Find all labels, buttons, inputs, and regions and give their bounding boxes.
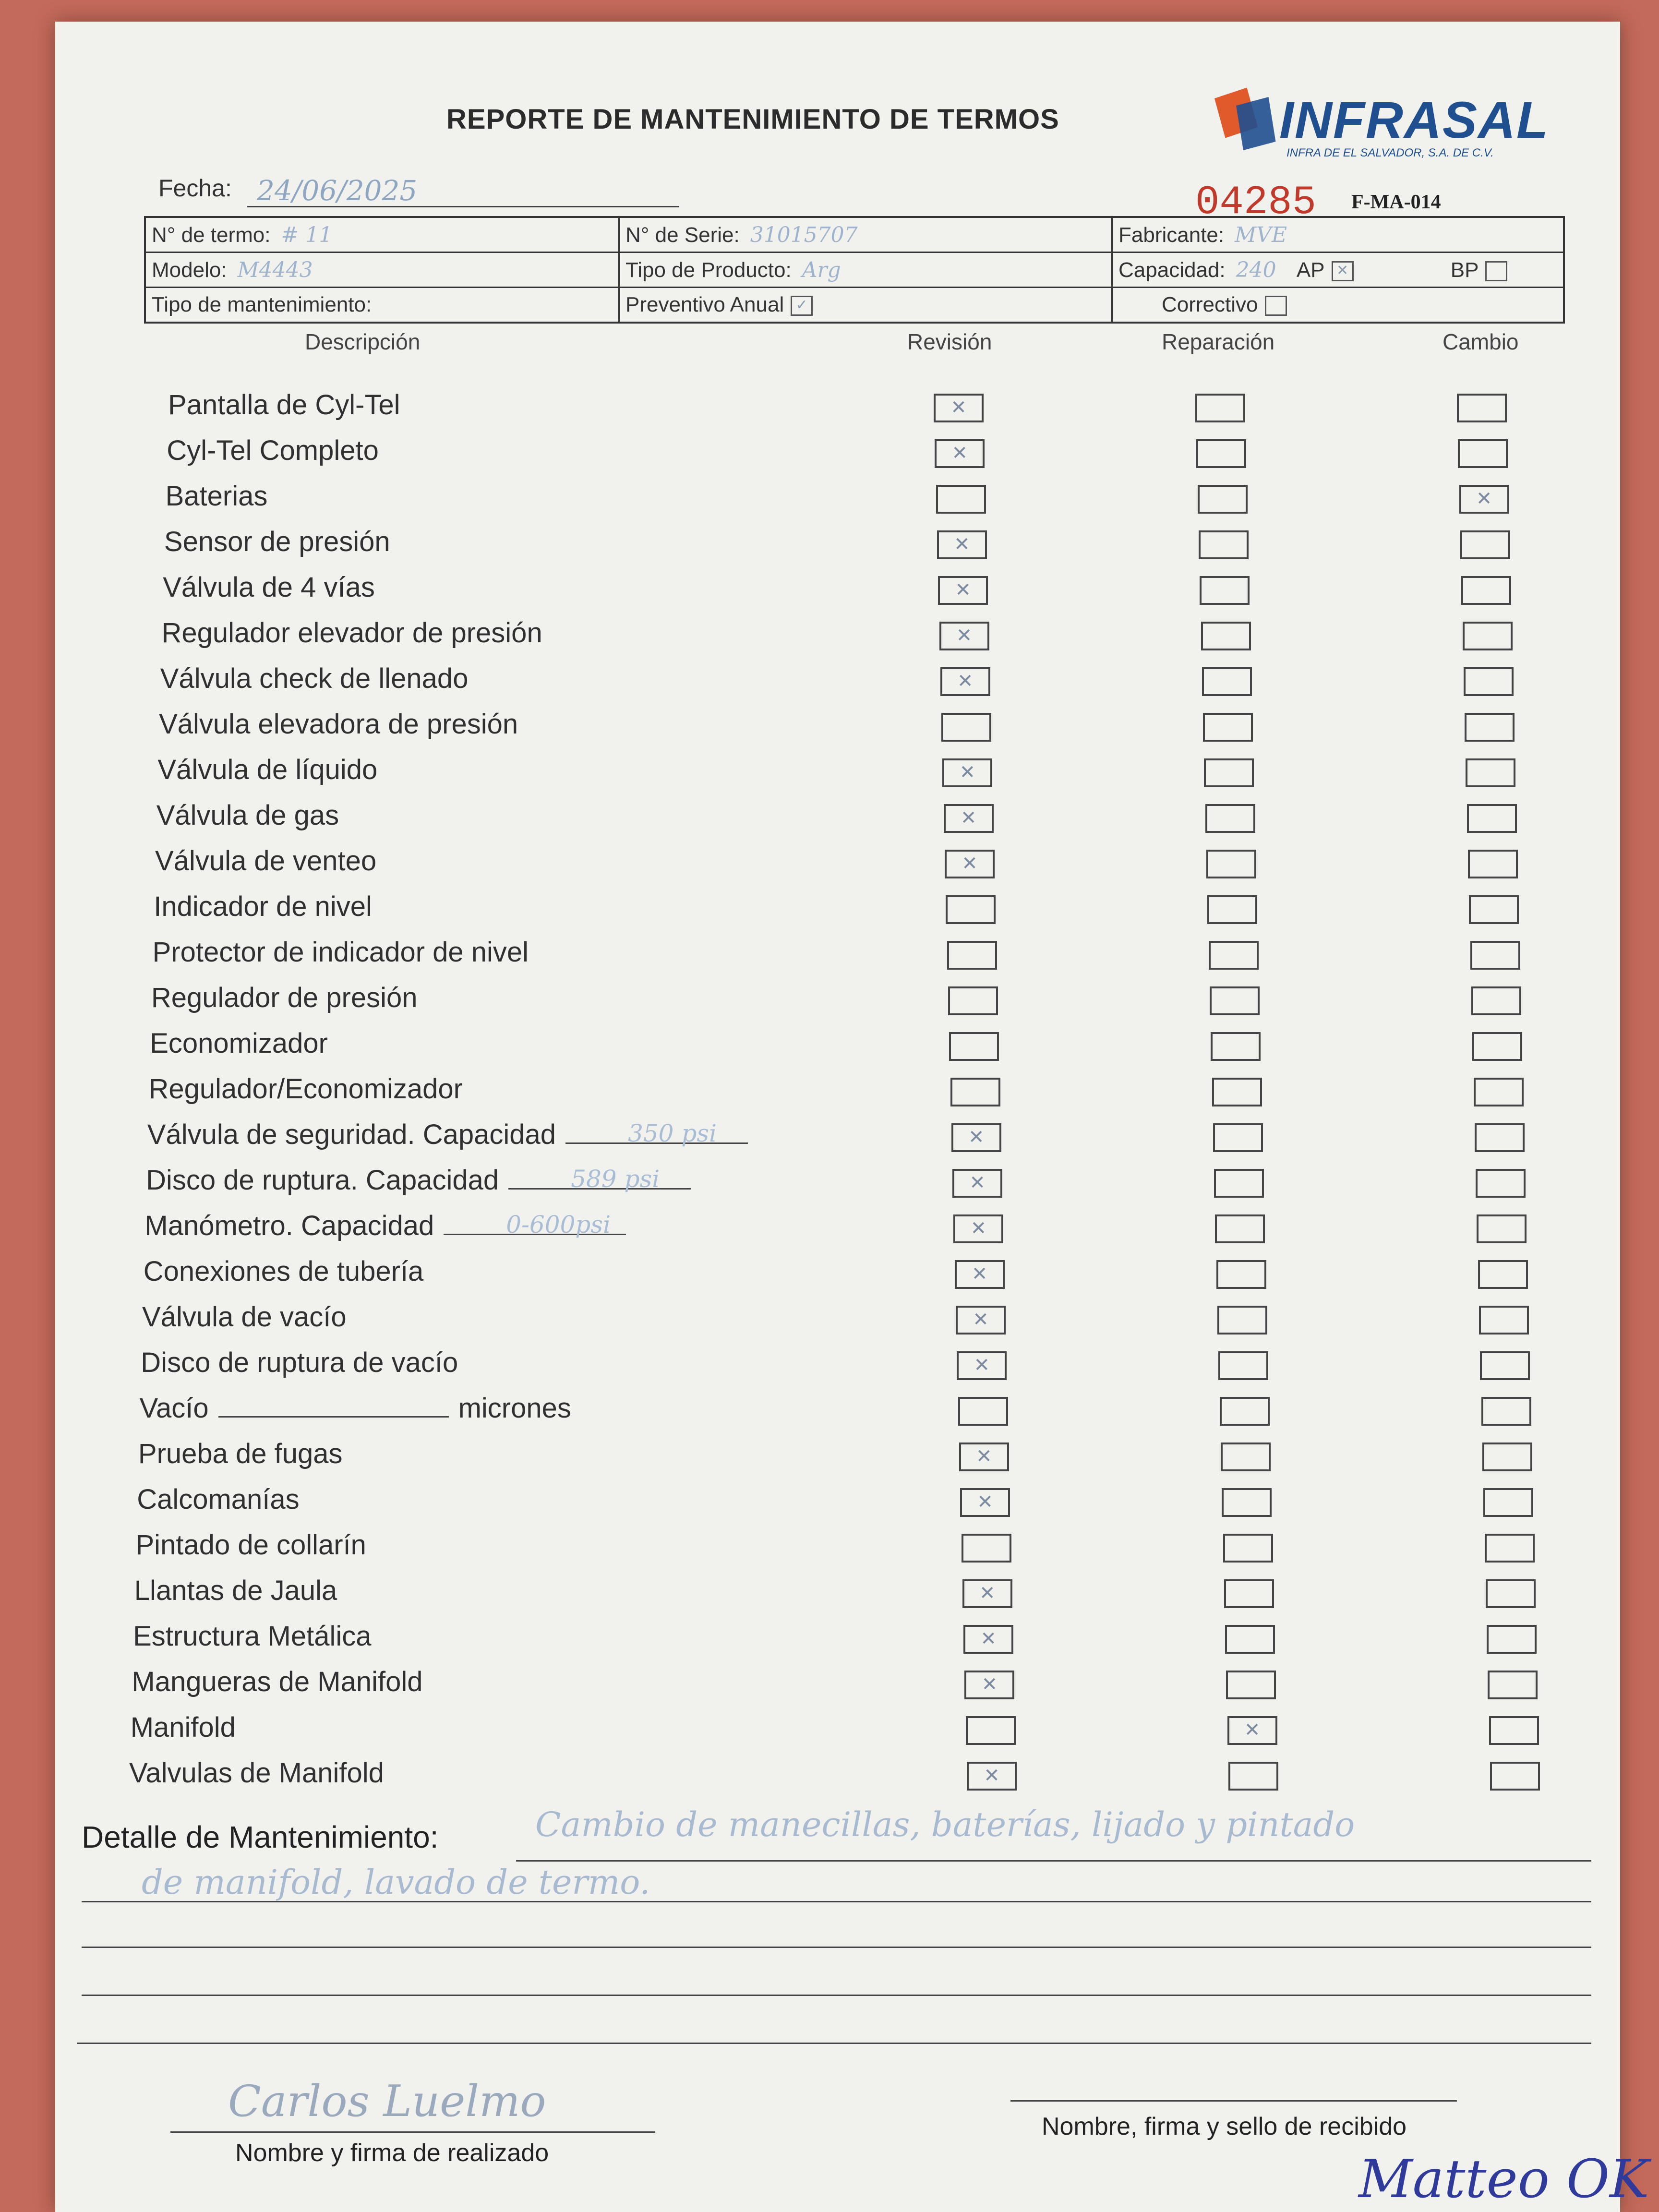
revision-checkbox[interactable] — [958, 1397, 1008, 1426]
reparacion-checkbox[interactable] — [1217, 1306, 1267, 1334]
revision-checkbox[interactable]: ✕ — [935, 439, 985, 468]
reparacion-checkbox[interactable] — [1207, 895, 1257, 924]
folio-number: 04285 — [1195, 180, 1317, 226]
checklist-item-label — [140, 1392, 571, 1424]
reparacion-checkbox[interactable]: ✕ — [1227, 1716, 1277, 1745]
capacity-field[interactable] — [444, 1211, 626, 1238]
revision-checkbox[interactable] — [948, 986, 998, 1015]
revision-checkbox[interactable]: ✕ — [944, 804, 994, 833]
capacity-value: 350 psi — [628, 1119, 717, 1147]
checklist-item-label — [144, 1210, 626, 1242]
item-text: Válvula elevadora de presión — [159, 709, 518, 740]
vacuum-unit: micrones — [458, 1393, 571, 1424]
item-text: Mangueras de Manifold — [132, 1666, 423, 1697]
modelo-label: Modelo: — [152, 258, 227, 282]
checklist-item-label — [133, 1620, 371, 1652]
ap-checkbox[interactable]: ✕ — [1332, 261, 1354, 281]
bp-checkbox[interactable] — [1485, 261, 1507, 281]
checklist-item-label — [149, 1073, 463, 1105]
cambio-checkbox[interactable] — [1469, 895, 1519, 924]
cambio-checkbox[interactable] — [1486, 1579, 1536, 1608]
revision-checkbox[interactable] — [946, 895, 996, 924]
checklist-item-label — [138, 1438, 343, 1470]
reparacion-checkbox[interactable] — [1206, 850, 1256, 878]
cambio-checkbox[interactable] — [1463, 622, 1513, 650]
checklist-item-label — [162, 617, 542, 649]
item-text: Sensor de presión — [164, 526, 390, 557]
cambio-checkbox[interactable] — [1476, 1169, 1526, 1198]
revision-checkbox[interactable]: ✕ — [952, 1169, 1002, 1198]
item-text: Conexiones de tubería — [143, 1256, 424, 1287]
cambio-checkbox[interactable] — [1477, 1214, 1527, 1243]
col-cambio: Cambio — [1443, 329, 1519, 354]
item-text: Manómetro. Capacidad — [144, 1210, 434, 1241]
logo-subtitle: INFRA DE EL SALVADOR, S.A. DE C.V. — [1286, 146, 1494, 159]
form-sheet — [55, 22, 1649, 2212]
reparacion-checkbox[interactable] — [1205, 804, 1255, 833]
revision-checkbox[interactable]: ✕ — [964, 1671, 1014, 1699]
cambio-checkbox[interactable] — [1490, 1762, 1540, 1791]
revision-checkbox[interactable]: ✕ — [962, 1579, 1012, 1608]
reparacion-checkbox[interactable] — [1228, 1762, 1278, 1791]
form-title: REPORTE DE MANTENIMIENTO DE TERMOS — [446, 104, 1059, 135]
capacidad-label: Capacidad: — [1118, 258, 1226, 282]
revision-checkbox[interactable]: ✕ — [938, 576, 988, 605]
cambio-checkbox[interactable] — [1464, 667, 1514, 696]
item-text: Válvula de líquido — [157, 754, 378, 785]
cambio-checkbox[interactable] — [1480, 1351, 1530, 1380]
item-text: Pantalla de Cyl-Tel — [168, 389, 400, 421]
item-text: Válvula de gas — [156, 800, 339, 831]
checklist-item-label — [168, 389, 400, 421]
revision-checkbox[interactable]: ✕ — [937, 530, 987, 559]
reparacion-checkbox[interactable] — [1199, 530, 1249, 559]
cambio-checkbox[interactable] — [1466, 758, 1515, 787]
detail-line-1 — [516, 1860, 1591, 1862]
cambio-checkbox[interactable] — [1487, 1625, 1537, 1654]
cambio-checkbox[interactable] — [1471, 986, 1521, 1015]
revision-checkbox[interactable]: ✕ — [939, 622, 989, 650]
revision-checkbox[interactable]: ✕ — [945, 850, 995, 878]
reparacion-checkbox[interactable] — [1224, 1579, 1274, 1608]
revision-checkbox[interactable] — [962, 1534, 1011, 1563]
correctivo-cell[interactable] — [1112, 288, 1564, 323]
ap-label: AP — [1296, 258, 1325, 282]
checklist-item-label — [129, 1757, 384, 1789]
checklist-item-label — [159, 708, 518, 740]
checklist-item-label — [167, 434, 379, 467]
reparacion-checkbox[interactable] — [1215, 1214, 1265, 1243]
checklist-item-label — [151, 982, 418, 1014]
reparacion-checkbox[interactable] — [1223, 1534, 1273, 1563]
termo-value: # 11 — [281, 222, 333, 247]
reparacion-checkbox[interactable] — [1195, 394, 1245, 422]
checklist-item-label — [156, 799, 339, 831]
correctivo-label: Correctivo — [1162, 293, 1258, 316]
checklist-item-label — [142, 1301, 347, 1333]
capacity-value: 589 psi — [571, 1165, 660, 1193]
item-text: Valvulas de Manifold — [129, 1757, 384, 1789]
reparacion-checkbox[interactable] — [1202, 667, 1252, 696]
reparacion-checkbox[interactable] — [1222, 1488, 1272, 1517]
item-text: Prueba de fugas — [138, 1438, 343, 1469]
tipo-mant-cell — [145, 288, 619, 323]
revision-checkbox[interactable] — [947, 941, 997, 970]
capacidad-cell[interactable] — [1112, 252, 1564, 288]
logo-text: INFRASAL — [1279, 91, 1549, 149]
preventivo-checkbox[interactable]: ✓ — [791, 296, 813, 316]
reparacion-checkbox[interactable] — [1218, 1351, 1268, 1380]
col-revision: Revisión — [907, 329, 992, 354]
capacity-field[interactable] — [508, 1165, 691, 1193]
cambio-checkbox[interactable] — [1485, 1534, 1535, 1563]
reparacion-checkbox[interactable] — [1214, 1169, 1264, 1198]
fabricante-label: Fabricante: — [1118, 223, 1225, 247]
cambio-checkbox[interactable] — [1467, 804, 1517, 833]
item-text: Válvula de venteo — [155, 845, 377, 877]
item-text: Válvula check de llenado — [160, 663, 469, 694]
modelo-cell[interactable] — [145, 252, 619, 288]
item-text: Regulador elevador de presión — [161, 617, 542, 649]
checklist-item-label — [144, 1255, 424, 1287]
form-code: F-MA-014 — [1351, 191, 1441, 213]
item-text: Indicador de nivel — [154, 891, 372, 922]
revision-checkbox[interactable] — [941, 713, 991, 742]
reparacion-checkbox[interactable] — [1216, 1260, 1266, 1289]
revision-checkbox[interactable]: ✕ — [934, 394, 984, 422]
revision-checkbox[interactable]: ✕ — [959, 1443, 1009, 1471]
checklist-item-label — [155, 845, 376, 877]
item-text: Válvula de seguridad. Capacidad — [147, 1119, 556, 1150]
item-text: Regulador de presión — [151, 982, 418, 1013]
checklist-item-label — [166, 480, 268, 512]
logo-mark-icon — [1207, 84, 1279, 156]
revision-checkbox[interactable]: ✕ — [955, 1260, 1005, 1289]
revision-checkbox[interactable] — [966, 1716, 1016, 1745]
preventivo-cell[interactable] — [619, 288, 1112, 323]
detail-line-4 — [82, 1995, 1591, 1996]
equipment-info-table — [144, 216, 1565, 324]
detail-text-2[interactable]: de manifold, lavado de termo. — [142, 1863, 650, 1902]
col-reparacion: Reparación — [1162, 329, 1275, 354]
reparacion-checkbox[interactable] — [1212, 1078, 1262, 1106]
checklist-item-label — [163, 571, 375, 603]
cambio-checkbox[interactable] — [1488, 1671, 1538, 1699]
capacidad-value: 240 — [1236, 257, 1276, 282]
revision-checkbox[interactable]: ✕ — [940, 667, 990, 696]
item-text: Baterias — [165, 481, 268, 512]
reparacion-checkbox[interactable] — [1225, 1625, 1275, 1654]
serie-label: N° de Serie: — [625, 223, 740, 247]
checklist-item-label — [147, 1118, 748, 1151]
capacity-field[interactable] — [565, 1119, 748, 1147]
checklist-item-label — [160, 662, 469, 695]
detail-line-3 — [82, 1947, 1591, 1948]
revision-checkbox[interactable] — [949, 1032, 999, 1061]
item-text: Economizador — [150, 1028, 328, 1059]
item-text: Válvula de vacío — [142, 1301, 347, 1333]
cambio-checkbox[interactable] — [1472, 1032, 1522, 1061]
revision-checkbox[interactable]: ✕ — [963, 1625, 1013, 1654]
reparacion-checkbox[interactable] — [1201, 622, 1251, 650]
item-text: Vacío — [139, 1393, 209, 1424]
reparacion-checkbox[interactable] — [1200, 576, 1250, 605]
cambio-checkbox[interactable] — [1482, 1443, 1532, 1471]
checklist-item-label — [141, 1346, 458, 1379]
reparacion-checkbox[interactable] — [1204, 758, 1254, 787]
checklist-item-label — [134, 1575, 337, 1607]
cambio-checkbox[interactable] — [1458, 439, 1508, 468]
tipo-mant-label: Tipo de mantenimiento: — [152, 293, 372, 316]
item-text: Pintado de collarín — [135, 1529, 366, 1561]
tipo-producto-value: Arg — [802, 257, 841, 282]
item-text: Llantas de Jaula — [134, 1575, 337, 1606]
item-text: Manifold — [130, 1712, 236, 1743]
reparacion-checkbox[interactable] — [1220, 1397, 1270, 1426]
cambio-checkbox[interactable] — [1461, 576, 1511, 605]
item-text: Cyl-Tel Completo — [167, 435, 379, 466]
cambio-checkbox[interactable] — [1470, 941, 1520, 970]
detail-text-1[interactable]: Cambio de manecillas, baterías, lijado y pintado — [535, 1805, 1355, 1844]
checklist-item-label — [154, 890, 372, 923]
serie-cell[interactable] — [619, 217, 1112, 252]
checklist-item-label — [164, 526, 390, 558]
realizado-label: Nombre y firma de realizado — [235, 2139, 549, 2167]
item-text: Disco de ruptura. Capacidad — [146, 1165, 499, 1196]
checklist-item-label — [137, 1483, 299, 1515]
col-descripcion: Descripción — [305, 329, 421, 354]
reparacion-checkbox[interactable] — [1211, 1032, 1261, 1061]
capacity-value: 0-600psi — [506, 1211, 611, 1238]
reparacion-checkbox[interactable] — [1226, 1671, 1276, 1699]
cambio-checkbox[interactable] — [1479, 1306, 1529, 1334]
cambio-checkbox[interactable] — [1475, 1123, 1525, 1152]
realizado-signature-line — [170, 2131, 655, 2133]
detail-line-5 — [77, 2043, 1591, 2044]
revision-checkbox[interactable]: ✕ — [953, 1214, 1003, 1243]
bp-label: BP — [1450, 258, 1479, 282]
reparacion-checkbox[interactable] — [1196, 439, 1246, 468]
cambio-checkbox[interactable] — [1483, 1488, 1533, 1517]
revision-checkbox[interactable] — [936, 485, 986, 514]
realizado-signature: Carlos Luelmo — [228, 2076, 546, 2127]
correctivo-checkbox[interactable] — [1265, 296, 1287, 316]
item-text: Estructura Metálica — [133, 1621, 372, 1652]
item-text: Calcomanías — [137, 1484, 300, 1515]
cambio-checkbox[interactable]: ✕ — [1459, 485, 1509, 514]
cambio-checkbox[interactable] — [1465, 713, 1515, 742]
reparacion-checkbox[interactable] — [1221, 1443, 1271, 1471]
cambio-checkbox[interactable] — [1481, 1397, 1531, 1426]
checklist-item-label — [153, 936, 529, 968]
revision-checkbox[interactable]: ✕ — [951, 1123, 1001, 1152]
reparacion-checkbox[interactable] — [1209, 941, 1259, 970]
fecha-value[interactable]: 24/06/2025 — [257, 174, 418, 207]
revision-checkbox[interactable]: ✕ — [960, 1488, 1010, 1517]
reparacion-checkbox[interactable] — [1210, 986, 1260, 1015]
reparacion-checkbox[interactable] — [1213, 1123, 1263, 1152]
checklist-item-label — [132, 1666, 422, 1698]
vacuum-field[interactable] — [218, 1397, 449, 1418]
item-text: Válvula de 4 vías — [163, 572, 375, 603]
recibido-signature-line — [1010, 2100, 1457, 2102]
cambio-checkbox[interactable] — [1457, 394, 1507, 422]
revision-checkbox[interactable]: ✕ — [967, 1762, 1017, 1791]
termo-label: N° de termo: — [152, 223, 271, 247]
revision-checkbox[interactable]: ✕ — [957, 1351, 1007, 1380]
modelo-value: M4443 — [237, 257, 313, 282]
reparacion-checkbox[interactable] — [1203, 713, 1253, 742]
item-text: Disco de ruptura de vacío — [141, 1347, 458, 1378]
fabricante-cell[interactable] — [1112, 217, 1564, 252]
cambio-checkbox[interactable] — [1468, 850, 1518, 878]
cambio-checkbox[interactable] — [1489, 1716, 1539, 1745]
checklist-item-label — [146, 1164, 691, 1196]
item-text: Regulador/Economizador — [148, 1073, 463, 1105]
checklist-item-label — [131, 1711, 236, 1743]
recibido-note: Matteo OK — [1358, 2148, 1649, 2210]
fabricante-value: MVE — [1235, 222, 1287, 247]
serie-value: 31015707 — [750, 222, 858, 247]
termo-cell[interactable] — [145, 217, 619, 252]
tipo-producto-label: Tipo de Producto: — [625, 258, 792, 282]
preventivo-label: Preventivo Anual — [625, 293, 784, 316]
revision-checkbox[interactable]: ✕ — [956, 1306, 1006, 1334]
tipo-producto-cell[interactable] — [619, 252, 1112, 288]
checklist-item-label — [136, 1529, 366, 1561]
checklist-item-label — [150, 1027, 328, 1059]
revision-checkbox[interactable]: ✕ — [942, 758, 992, 787]
revision-checkbox[interactable] — [950, 1078, 1000, 1106]
checklist-item-label — [157, 754, 377, 786]
cambio-checkbox[interactable] — [1474, 1078, 1524, 1106]
recibido-label: Nombre, firma y sello de recibido — [1042, 2113, 1407, 2140]
cambio-checkbox[interactable] — [1478, 1260, 1528, 1289]
fecha-label: Fecha: — [158, 175, 232, 202]
detail-label: Detalle de Mantenimiento: — [82, 1820, 439, 1854]
reparacion-checkbox[interactable] — [1198, 485, 1248, 514]
cambio-checkbox[interactable] — [1460, 530, 1510, 559]
item-text: Protector de indicador de nivel — [152, 937, 529, 968]
infrasal-logo — [1207, 84, 1591, 180]
